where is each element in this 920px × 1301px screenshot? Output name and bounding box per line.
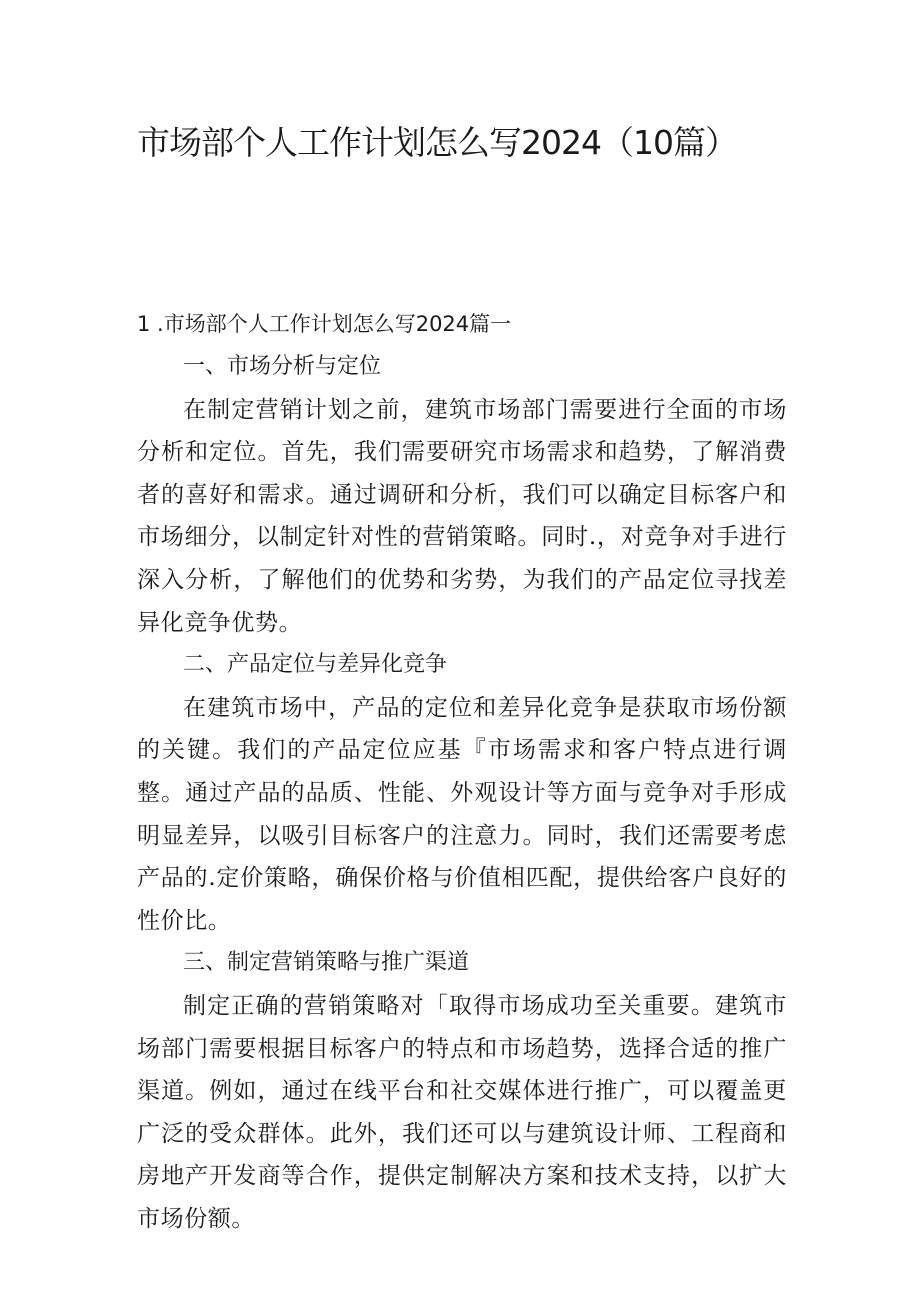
- paragraph-marketing-strategy: 制定正确的营销策略对「取得市场成功至关重要。建筑市场部门需要根据目标客户的特点和市场趋势，选择合适的推广渠道。例如，通过在线平台和社交媒体进行推广，可以覆盖更广泛的受众群体。此外，我们还可以与建筑设计师、工程商和房地产开发商等合作，提供定制解决方案和技术支持，以扩大市场份额。: [137, 992, 787, 1232]
- document-body: [137, 346, 787, 1240]
- subheading-market-analysis: 一、市场分析与定位: [183, 354, 382, 379]
- paragraph-market-analysis: 在制定营销计划之前，建筑市场部门需要进行全面的市场分析和定位。首先，我们需要研究市场需求和趋势，了解消费者的喜好和需求。通过调研和分析，我们可以确定目标客户和市场细分，以制定针对性的营销策略。同时.，对竞争对手进行深入分析，了解他们的优势和劣势，为我们的产品定位寻找差异化竞争优势。: [137, 396, 787, 636]
- subheading-marketing-strategy: 三、制定营销策略与推广渠道: [183, 950, 470, 976]
- document-title: 市场部个人工作计划怎么写2024（10篇）: [137, 123, 737, 162]
- section-heading: 1 .市场部个人工作计划怎么写2024篇一: [137, 312, 512, 336]
- subheading-product-positioning: 二、产品定位与差异化竞争: [183, 652, 448, 678]
- paragraph-product-positioning: 在建筑市场中，产品的定位和差异化竞争是获取市场份额的关键。我们的产品定位应基『市场需求和客户特点进行调整。通过产品的品质、性能、外观设计等方面与竞争对手形成明显差异，以吸引目标客户的注意力。同时，我们还需要考虑产品的.定价策略，确保价格与价值相匹配，提供给客户良好的性价比。: [137, 694, 787, 934]
